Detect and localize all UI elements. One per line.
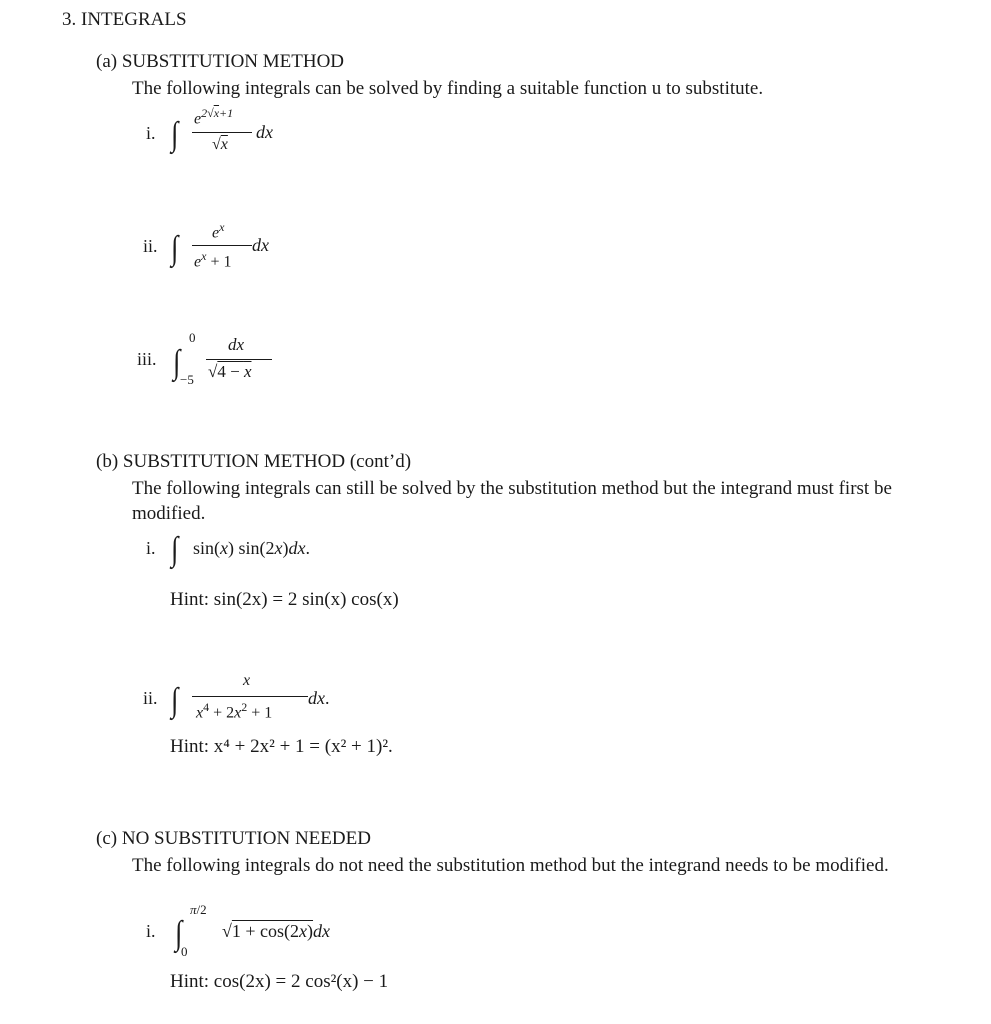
fraction-bar xyxy=(192,245,252,246)
item-number: i. xyxy=(146,123,156,143)
integrand: sin(x) sin(2x)dx. xyxy=(193,538,310,558)
integral-sign: ∫ xyxy=(171,230,179,267)
numerator: x xyxy=(243,672,251,689)
numerator: $e^{2√x+1}$ xyxy=(194,106,234,128)
section-b-title xyxy=(96,451,411,473)
section-c-title xyxy=(96,828,371,850)
integral-sign: ∫ xyxy=(171,116,179,153)
lower-limit: −5 xyxy=(180,372,194,387)
section-c-heading: NO SUBSTITUTION NEEDED xyxy=(121,828,371,849)
section-c-label: (c) xyxy=(96,828,118,849)
section-b-heading: SUBSTITUTION METHOD (cont’d) xyxy=(122,451,412,472)
integral-sign: ∫ xyxy=(175,915,183,952)
lower-limit: 0 xyxy=(181,944,188,959)
item-number: i. xyxy=(146,538,156,558)
fraction-bar xyxy=(206,359,272,360)
integral-sign: ∫ xyxy=(171,531,179,568)
section-b-label: (b) xyxy=(96,451,119,472)
hint-text: Hint: sin(2x) = 2 sin(x) cos(x) xyxy=(170,589,399,610)
section-a-title xyxy=(96,51,344,73)
fraction-bar xyxy=(192,696,308,697)
section-a-heading: SUBSTITUTION METHOD xyxy=(121,51,345,72)
section-a-description: The following integrals can be solved by finding a suitable function u to substitute. xyxy=(132,78,764,99)
denominator: $e^x + 1$ xyxy=(194,249,232,271)
upper-limit: π/2 xyxy=(190,902,207,917)
integrand: √1 + cos(2x)dx xyxy=(222,921,331,941)
differential: dx xyxy=(256,122,273,142)
hint-text: Hint: cos(2x) = 2 cos²(x) − 1 xyxy=(170,971,389,992)
hint-text: Hint: x⁴ + 2x² + 1 = (x² + 1)². xyxy=(170,736,393,757)
upper-limit: 0 xyxy=(189,330,196,345)
integral-sign: ∫ xyxy=(171,682,179,719)
item-number: i. xyxy=(146,921,156,941)
page-title: 3. INTEGRALS xyxy=(62,9,187,30)
differential: dx xyxy=(252,235,269,255)
numerator: $e^x$ xyxy=(212,220,225,242)
numerator: dx xyxy=(228,335,245,354)
differential: dx. xyxy=(308,688,330,708)
denominator: $x^4 + 2x^2 + 1$ xyxy=(196,700,273,722)
integral-sign: ∫ xyxy=(173,344,181,381)
denominator: √4 − x xyxy=(208,362,252,381)
section-b-description: The following integrals can still be solved by the substitution method but the integrand must first be modified. xyxy=(132,478,892,524)
item-number: ii. xyxy=(143,688,158,708)
fraction-bar xyxy=(192,132,252,133)
item-number: ii. xyxy=(143,236,158,256)
denominator: √x xyxy=(212,136,228,153)
item-number: iii. xyxy=(137,349,157,369)
section-a-label: (a) xyxy=(96,51,118,72)
section-c-description: The following integrals do not need the substitution method but the integrand needs to be modified. xyxy=(132,855,889,876)
